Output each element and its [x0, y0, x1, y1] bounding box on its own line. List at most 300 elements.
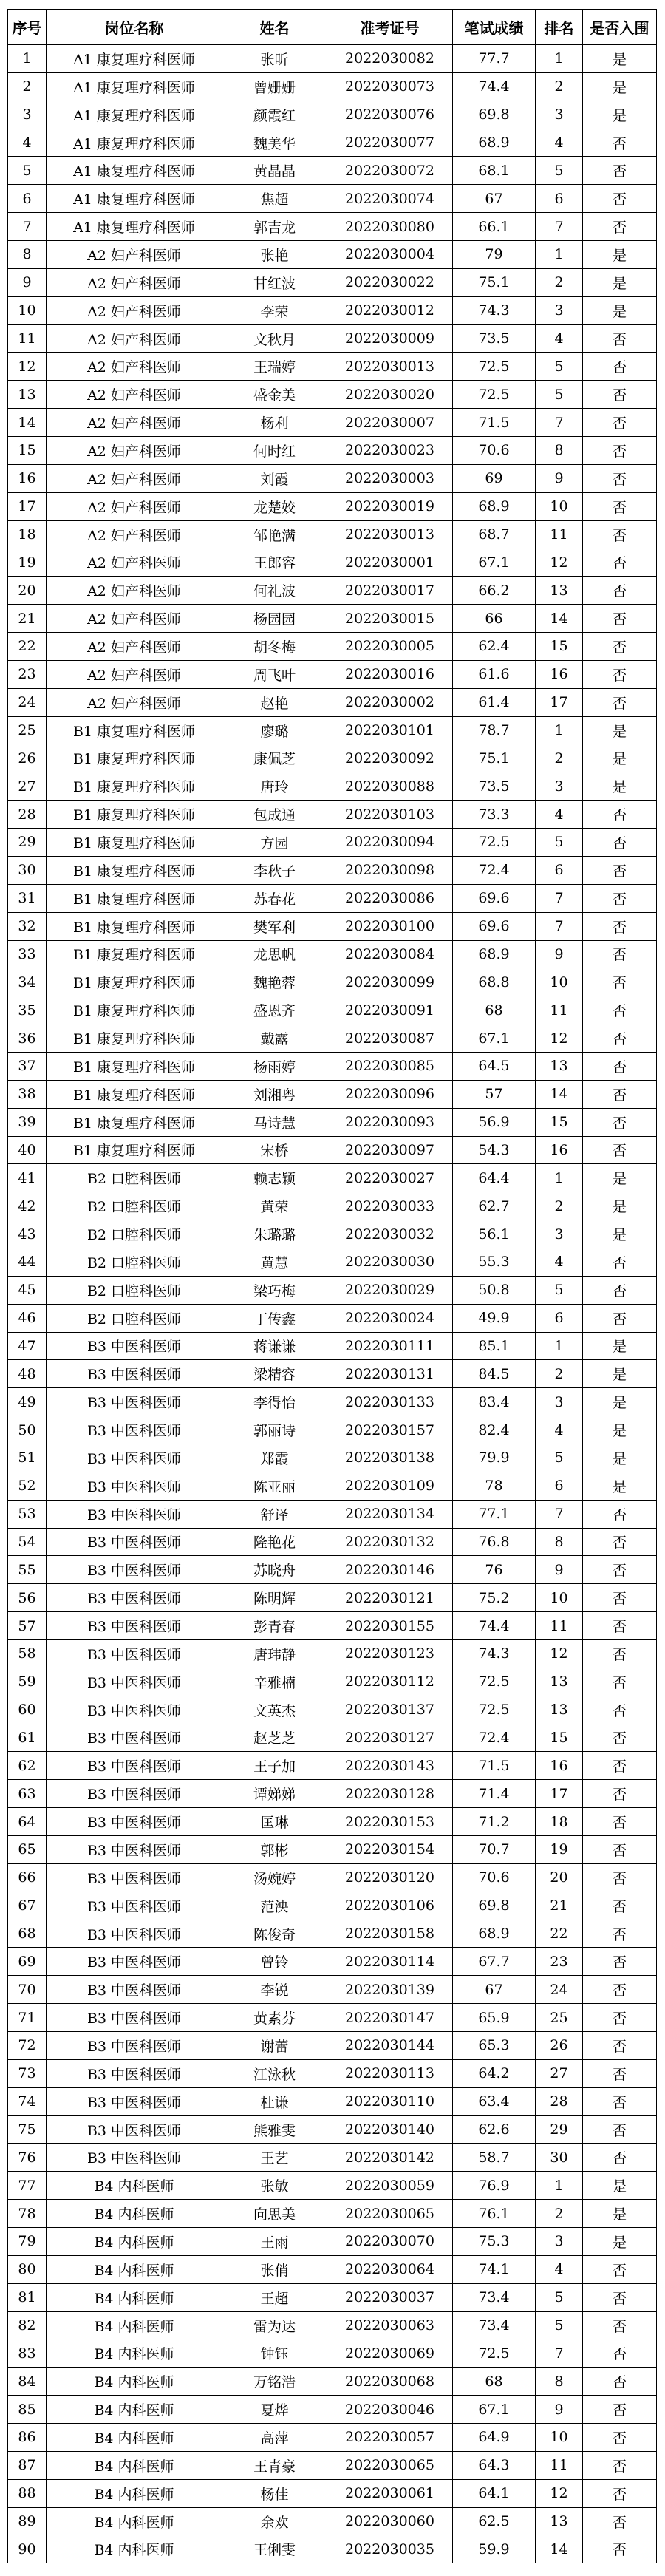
- cell-score: 56.1: [453, 1220, 536, 1248]
- cell-rank: 1: [536, 2172, 583, 2200]
- cell-name: 唐玲: [222, 772, 327, 801]
- cell-shortlisted: 否: [583, 437, 657, 465]
- cell-position: B3 中医科医师: [47, 1892, 222, 1920]
- cell-rank: 4: [536, 1248, 583, 1276]
- cell-shortlisted: 否: [583, 1920, 657, 1948]
- cell-exam-id: 2022030144: [327, 2032, 453, 2060]
- cell-exam-id: 2022030131: [327, 1360, 453, 1388]
- table-row: [8, 1752, 657, 1780]
- cell-exam-id: 2022030146: [327, 1556, 453, 1584]
- cell-position: A2 妇产科医师: [47, 241, 222, 269]
- cell-score: 76.1: [453, 2200, 536, 2228]
- cell-shortlisted: 否: [583, 1248, 657, 1276]
- cell-position: B3 中医科医师: [47, 2004, 222, 2032]
- table-row: [8, 1808, 657, 1836]
- cell-rank: 4: [536, 1416, 583, 1444]
- cell-score: 69.6: [453, 912, 536, 940]
- cell-position: B4 内科医师: [47, 2451, 222, 2479]
- cell-exam-id: 2022030072: [327, 157, 453, 185]
- table-row: [8, 716, 657, 744]
- cell-score: 72.5: [453, 2339, 536, 2368]
- cell-name: 周飞叶: [222, 660, 327, 688]
- table-row: [8, 185, 657, 213]
- cell-index: 23: [8, 660, 47, 688]
- cell-position: A1 康复理疗科医师: [47, 213, 222, 241]
- cell-index: 64: [8, 1808, 47, 1836]
- cell-shortlisted: 是: [583, 1416, 657, 1444]
- cell-rank: 2: [536, 1192, 583, 1220]
- cell-rank: 4: [536, 2255, 583, 2283]
- cell-shortlisted: 是: [583, 716, 657, 744]
- cell-rank: 18: [536, 1808, 583, 1836]
- cell-index: 35: [8, 996, 47, 1024]
- table-row: [8, 213, 657, 241]
- cell-shortlisted: 否: [583, 213, 657, 241]
- cell-shortlisted: 是: [583, 45, 657, 73]
- cell-position: A1 康复理疗科医师: [47, 101, 222, 129]
- cell-score: 68: [453, 996, 536, 1024]
- cell-exam-id: 2022030069: [327, 2339, 453, 2368]
- cell-rank: 16: [536, 660, 583, 688]
- cell-exam-id: 2022030035: [327, 2535, 453, 2563]
- cell-name: 盛恩齐: [222, 996, 327, 1024]
- cell-name: 王瑞婷: [222, 353, 327, 381]
- table-row: [8, 1052, 657, 1080]
- cell-index: 87: [8, 2451, 47, 2479]
- cell-index: 68: [8, 1920, 47, 1948]
- cell-rank: 11: [536, 2451, 583, 2479]
- cell-rank: 2: [536, 744, 583, 772]
- cell-rank: 24: [536, 1976, 583, 2004]
- cell-name: 盛金美: [222, 381, 327, 409]
- cell-position: B3 中医科医师: [47, 1528, 222, 1556]
- cell-position: B4 内科医师: [47, 2255, 222, 2283]
- cell-position: B4 内科医师: [47, 2396, 222, 2424]
- cell-shortlisted: 否: [583, 548, 657, 577]
- cell-rank: 17: [536, 688, 583, 716]
- cell-exam-id: 2022030077: [327, 129, 453, 157]
- cell-score: 62.4: [453, 633, 536, 661]
- cell-exam-id: 2022030086: [327, 884, 453, 912]
- cell-score: 68.1: [453, 157, 536, 185]
- cell-rank: 10: [536, 968, 583, 996]
- cell-shortlisted: 否: [583, 577, 657, 605]
- cell-exam-id: 2022030013: [327, 520, 453, 548]
- cell-rank: 25: [536, 2004, 583, 2032]
- cell-score: 63.4: [453, 2087, 536, 2115]
- cell-score: 83.4: [453, 1388, 536, 1416]
- cell-index: 13: [8, 381, 47, 409]
- cell-exam-id: 2022030032: [327, 1220, 453, 1248]
- cell-shortlisted: 否: [583, 2535, 657, 2563]
- cell-exam-id: 2022030020: [327, 381, 453, 409]
- cell-score: 71.5: [453, 409, 536, 437]
- cell-exam-id: 2022030121: [327, 1584, 453, 1612]
- cell-shortlisted: 否: [583, 1696, 657, 1724]
- cell-shortlisted: 否: [583, 2032, 657, 2060]
- cell-shortlisted: 否: [583, 1024, 657, 1053]
- cell-rank: 10: [536, 2424, 583, 2452]
- cell-position: B1 康复理疗科医师: [47, 801, 222, 829]
- cell-score: 70.6: [453, 1863, 536, 1892]
- cell-shortlisted: 否: [583, 605, 657, 633]
- cell-shortlisted: 否: [583, 2115, 657, 2144]
- cell-index: 84: [8, 2368, 47, 2396]
- cell-position: A1 康复理疗科医师: [47, 72, 222, 101]
- table-row: [8, 940, 657, 968]
- table-row: [8, 2004, 657, 2032]
- cell-exam-id: 2022030158: [327, 1920, 453, 1948]
- cell-position: B3 中医科医师: [47, 1863, 222, 1892]
- cell-score: 68.9: [453, 1920, 536, 1948]
- cell-name: 文秋月: [222, 324, 327, 353]
- table-row: [8, 1528, 657, 1556]
- cell-exam-id: 2022030127: [327, 1724, 453, 1752]
- cell-name: 李锐: [222, 1976, 327, 2004]
- table-row: [8, 1024, 657, 1053]
- cell-score: 70.6: [453, 437, 536, 465]
- table-row: [8, 829, 657, 857]
- cell-exam-id: 2022030103: [327, 801, 453, 829]
- cell-rank: 19: [536, 1836, 583, 1864]
- header-shortlisted: 是否入围: [583, 10, 657, 45]
- cell-score: 76: [453, 1556, 536, 1584]
- cell-rank: 12: [536, 548, 583, 577]
- cell-exam-id: 2022030060: [327, 2507, 453, 2535]
- cell-score: 68.7: [453, 520, 536, 548]
- cell-shortlisted: 否: [583, 1304, 657, 1332]
- cell-shortlisted: 是: [583, 1444, 657, 1472]
- cell-shortlisted: 是: [583, 1164, 657, 1192]
- cell-shortlisted: 否: [583, 1808, 657, 1836]
- cell-shortlisted: 是: [583, 268, 657, 296]
- cell-rank: 1: [536, 241, 583, 269]
- cell-name: 杨利: [222, 409, 327, 437]
- cell-exam-id: 2022030001: [327, 548, 453, 577]
- cell-name: 颜霞红: [222, 101, 327, 129]
- cell-shortlisted: 否: [583, 1948, 657, 1976]
- cell-exam-id: 2022030101: [327, 716, 453, 744]
- table-row: [8, 2368, 657, 2396]
- cell-name: 王俐雯: [222, 2535, 327, 2563]
- cell-rank: 8: [536, 437, 583, 465]
- cell-score: 68.9: [453, 492, 536, 520]
- cell-position: B3 中医科医师: [47, 1920, 222, 1948]
- header-exam-id: 准考证号: [327, 10, 453, 45]
- table-row: [8, 996, 657, 1024]
- cell-position: B3 中医科医师: [47, 1556, 222, 1584]
- cell-exam-id: 2022030113: [327, 2059, 453, 2087]
- cell-exam-id: 2022030096: [327, 1080, 453, 1108]
- cell-index: 49: [8, 1388, 47, 1416]
- table-row: [8, 968, 657, 996]
- cell-position: B3 中医科医师: [47, 1444, 222, 1472]
- cell-position: B4 内科医师: [47, 2507, 222, 2535]
- cell-exam-id: 2022030027: [327, 1164, 453, 1192]
- cell-rank: 10: [536, 492, 583, 520]
- cell-name: 方园: [222, 829, 327, 857]
- cell-rank: 15: [536, 1108, 583, 1136]
- cell-score: 72.5: [453, 1668, 536, 1696]
- cell-rank: 3: [536, 296, 583, 324]
- cell-rank: 6: [536, 856, 583, 884]
- cell-score: 64.3: [453, 2451, 536, 2479]
- cell-exam-id: 2022030134: [327, 1500, 453, 1528]
- table-row: [8, 1416, 657, 1444]
- cell-rank: 4: [536, 324, 583, 353]
- cell-shortlisted: 是: [583, 772, 657, 801]
- cell-score: 72.5: [453, 1696, 536, 1724]
- cell-index: 51: [8, 1444, 47, 1472]
- cell-shortlisted: 否: [583, 381, 657, 409]
- cell-rank: 7: [536, 884, 583, 912]
- cell-shortlisted: 否: [583, 1136, 657, 1164]
- cell-shortlisted: 否: [583, 1668, 657, 1696]
- cell-rank: 4: [536, 801, 583, 829]
- cell-rank: 8: [536, 2368, 583, 2396]
- cell-index: 82: [8, 2311, 47, 2339]
- table-row: [8, 856, 657, 884]
- cell-score: 72.5: [453, 829, 536, 857]
- cell-rank: 8: [536, 1528, 583, 1556]
- cell-rank: 12: [536, 1024, 583, 1053]
- table-row: [8, 1920, 657, 1948]
- cell-index: 3: [8, 101, 47, 129]
- cell-index: 85: [8, 2396, 47, 2424]
- cell-shortlisted: 否: [583, 1052, 657, 1080]
- cell-shortlisted: 是: [583, 1388, 657, 1416]
- cell-score: 66: [453, 605, 536, 633]
- cell-name: 高萍: [222, 2424, 327, 2452]
- cell-index: 5: [8, 157, 47, 185]
- table-row: [8, 1836, 657, 1864]
- table-row: [8, 1388, 657, 1416]
- cell-rank: 4: [536, 129, 583, 157]
- cell-position: B3 中医科医师: [47, 2087, 222, 2115]
- table-body: [8, 45, 657, 2563]
- cell-score: 64.9: [453, 2424, 536, 2452]
- table-row: [8, 1976, 657, 2004]
- cell-position: B3 中医科医师: [47, 1668, 222, 1696]
- cell-position: A1 康复理疗科医师: [47, 129, 222, 157]
- cell-position: B1 康复理疗科医师: [47, 1024, 222, 1053]
- table-row: [8, 1863, 657, 1892]
- table-row: [8, 1724, 657, 1752]
- table-row: [8, 1892, 657, 1920]
- cell-exam-id: 2022030015: [327, 605, 453, 633]
- cell-score: 62.6: [453, 2115, 536, 2144]
- cell-exam-id: 2022030138: [327, 1444, 453, 1472]
- cell-exam-id: 2022030110: [327, 2087, 453, 2115]
- cell-position: B3 中医科医师: [47, 1639, 222, 1668]
- table-row: [8, 492, 657, 520]
- cell-name: 甘红波: [222, 268, 327, 296]
- table-row: [8, 324, 657, 353]
- table-row: [8, 688, 657, 716]
- cell-index: 24: [8, 688, 47, 716]
- cell-position: B3 中医科医师: [47, 2115, 222, 2144]
- cell-shortlisted: 否: [583, 2479, 657, 2507]
- cell-name: 苏晓舟: [222, 1556, 327, 1584]
- cell-rank: 9: [536, 1556, 583, 1584]
- cell-shortlisted: 是: [583, 1332, 657, 1360]
- cell-index: 62: [8, 1752, 47, 1780]
- cell-index: 14: [8, 409, 47, 437]
- table-row: [8, 2059, 657, 2087]
- cell-name: 唐玮静: [222, 1639, 327, 1668]
- cell-index: 90: [8, 2535, 47, 2563]
- cell-name: 江泳秋: [222, 2059, 327, 2087]
- cell-shortlisted: 否: [583, 1892, 657, 1920]
- table-row: [8, 912, 657, 940]
- table-row: [8, 577, 657, 605]
- cell-score: 84.5: [453, 1360, 536, 1388]
- cell-rank: 20: [536, 1863, 583, 1892]
- cell-index: 2: [8, 72, 47, 101]
- cell-shortlisted: 是: [583, 241, 657, 269]
- cell-exam-id: 2022030004: [327, 241, 453, 269]
- cell-index: 1: [8, 45, 47, 73]
- cell-name: 魏艳蓉: [222, 968, 327, 996]
- cell-position: B3 中医科医师: [47, 1696, 222, 1724]
- cell-name: 郑霞: [222, 1444, 327, 1472]
- header-index: 序号: [8, 10, 47, 45]
- cell-exam-id: 2022030057: [327, 2424, 453, 2452]
- cell-shortlisted: 否: [583, 2311, 657, 2339]
- cell-exam-id: 2022030063: [327, 2311, 453, 2339]
- cell-score: 82.4: [453, 1416, 536, 1444]
- cell-name: 张昕: [222, 45, 327, 73]
- cell-score: 85.1: [453, 1332, 536, 1360]
- cell-rank: 12: [536, 1639, 583, 1668]
- cell-index: 33: [8, 940, 47, 968]
- cell-score: 67: [453, 185, 536, 213]
- cell-score: 59.9: [453, 2535, 536, 2563]
- table-row: [8, 605, 657, 633]
- cell-score: 65.3: [453, 2032, 536, 2060]
- cell-rank: 13: [536, 577, 583, 605]
- table-row: [8, 2115, 657, 2144]
- cell-exam-id: 2022030022: [327, 268, 453, 296]
- table-row: [8, 1276, 657, 1304]
- cell-position: B1 康复理疗科医师: [47, 940, 222, 968]
- cell-position: A2 妇产科医师: [47, 268, 222, 296]
- cell-score: 74.4: [453, 1612, 536, 1640]
- table-row: [8, 1556, 657, 1584]
- cell-position: A2 妇产科医师: [47, 577, 222, 605]
- cell-rank: 22: [536, 1920, 583, 1948]
- cell-shortlisted: 否: [583, 1863, 657, 1892]
- cell-index: 28: [8, 801, 47, 829]
- cell-score: 66.2: [453, 577, 536, 605]
- cell-index: 32: [8, 912, 47, 940]
- cell-index: 50: [8, 1416, 47, 1444]
- cell-rank: 28: [536, 2087, 583, 2115]
- cell-position: B3 中医科医师: [47, 1416, 222, 1444]
- table-row: [8, 45, 657, 73]
- cell-index: 34: [8, 968, 47, 996]
- cell-shortlisted: 否: [583, 660, 657, 688]
- cell-exam-id: 2022030097: [327, 1136, 453, 1164]
- cell-name: 宋桥: [222, 1136, 327, 1164]
- cell-rank: 3: [536, 1220, 583, 1248]
- cell-name: 郭丽诗: [222, 1416, 327, 1444]
- table-row: [8, 2479, 657, 2507]
- cell-score: 78.7: [453, 716, 536, 744]
- cell-score: 79.9: [453, 1444, 536, 1472]
- cell-shortlisted: 否: [583, 1500, 657, 1528]
- cell-score: 69.8: [453, 101, 536, 129]
- cell-exam-id: 2022030029: [327, 1276, 453, 1304]
- cell-index: 80: [8, 2255, 47, 2283]
- cell-name: 苏春花: [222, 884, 327, 912]
- cell-exam-id: 2022030012: [327, 296, 453, 324]
- cell-rank: 1: [536, 716, 583, 744]
- cell-exam-id: 2022030155: [327, 1612, 453, 1640]
- cell-index: 8: [8, 241, 47, 269]
- cell-name: 刘霞: [222, 464, 327, 492]
- cell-shortlisted: 否: [583, 324, 657, 353]
- cell-score: 61.6: [453, 660, 536, 688]
- cell-position: B3 中医科医师: [47, 1836, 222, 1864]
- cell-index: 63: [8, 1780, 47, 1808]
- cell-index: 69: [8, 1948, 47, 1976]
- cell-name: 包成通: [222, 801, 327, 829]
- cell-position: B4 内科医师: [47, 2339, 222, 2368]
- cell-shortlisted: 否: [583, 492, 657, 520]
- cell-name: 张敏: [222, 2172, 327, 2200]
- cell-index: 29: [8, 829, 47, 857]
- cell-position: B3 中医科医师: [47, 1332, 222, 1360]
- cell-name: 邹艳满: [222, 520, 327, 548]
- cell-index: 9: [8, 268, 47, 296]
- cell-score: 69.6: [453, 884, 536, 912]
- table-row: [8, 381, 657, 409]
- cell-position: B1 康复理疗科医师: [47, 1136, 222, 1164]
- cell-rank: 7: [536, 1500, 583, 1528]
- cell-shortlisted: 否: [583, 2087, 657, 2115]
- cell-index: 75: [8, 2115, 47, 2144]
- cell-score: 77.7: [453, 45, 536, 73]
- cell-index: 40: [8, 1136, 47, 1164]
- cell-exam-id: 2022030099: [327, 968, 453, 996]
- table-row: [8, 1584, 657, 1612]
- cell-index: 58: [8, 1639, 47, 1668]
- cell-position: B2 口腔科医师: [47, 1304, 222, 1332]
- cell-position: B1 康复理疗科医师: [47, 1080, 222, 1108]
- cell-exam-id: 2022030100: [327, 912, 453, 940]
- cell-rank: 6: [536, 1472, 583, 1500]
- cell-index: 42: [8, 1192, 47, 1220]
- cell-name: 范泱: [222, 1892, 327, 1920]
- cell-name: 丁传鑫: [222, 1304, 327, 1332]
- cell-exam-id: 2022030073: [327, 72, 453, 101]
- cell-shortlisted: 否: [583, 353, 657, 381]
- cell-exam-id: 2022030080: [327, 213, 453, 241]
- cell-index: 12: [8, 353, 47, 381]
- cell-shortlisted: 否: [583, 2396, 657, 2424]
- cell-rank: 5: [536, 829, 583, 857]
- cell-position: B4 内科医师: [47, 2368, 222, 2396]
- cell-position: A2 妇产科医师: [47, 324, 222, 353]
- cell-position: B3 中医科医师: [47, 1472, 222, 1500]
- cell-position: B1 康复理疗科医师: [47, 1108, 222, 1136]
- cell-index: 15: [8, 437, 47, 465]
- cell-exam-id: 2022030082: [327, 45, 453, 73]
- cell-exam-id: 2022030076: [327, 101, 453, 129]
- cell-exam-id: 2022030092: [327, 744, 453, 772]
- cell-exam-id: 2022030068: [327, 2368, 453, 2396]
